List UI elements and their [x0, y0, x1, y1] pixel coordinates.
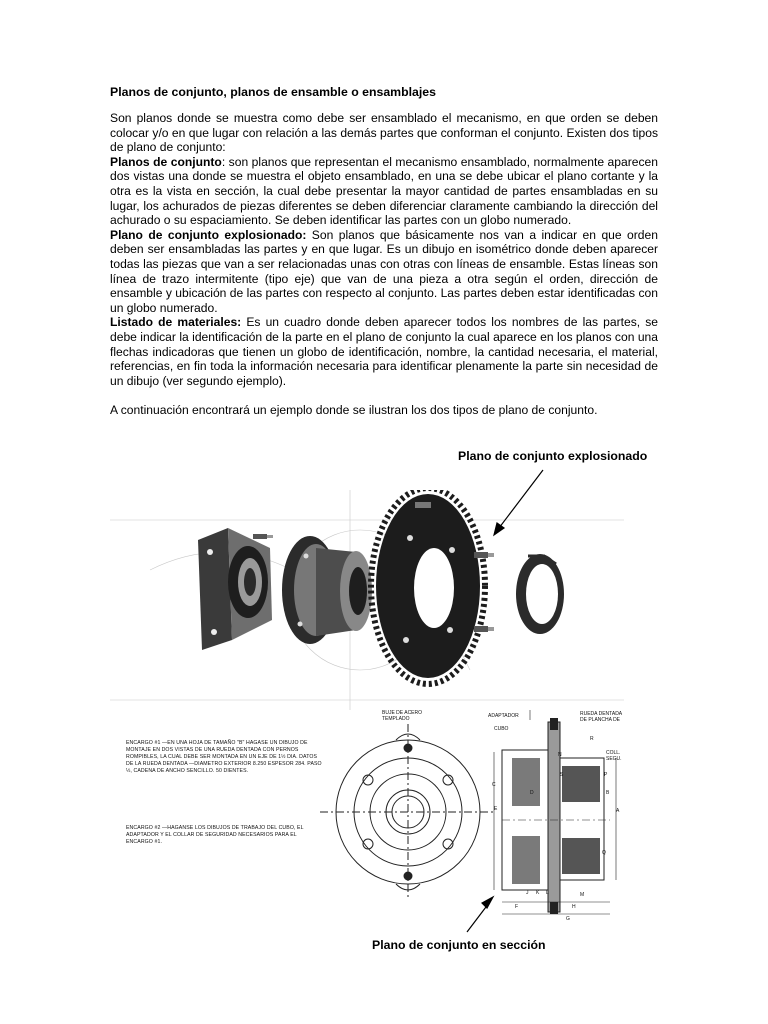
explosionado-text: Son planos que básicamente nos van a indicar en que orden deben ser ensambladas las partes y en que lugar. Es un dibujo en isométrico donde deben aparecer todas las piezas que van a ser relacionadas unas con otras con líneas de ensamble. Estas líneas son línea de trazo intermitente (tipo eje) que van de una pieza a otra según el orden, dirección de ensamble y ubicación de las partes con respecto al conjunto. Las partes deben estar identificadas con un globo numerado.	[110, 227, 658, 315]
dimension-letter: G	[566, 916, 570, 922]
dimension-letter: P	[604, 772, 608, 778]
explosionado-paragraph	[110, 228, 658, 316]
dimension-letter: K	[536, 890, 540, 896]
dimension-letter: M	[580, 892, 585, 898]
dimension-letter: D	[530, 790, 534, 796]
conjunto-text: : son planos que representan el mecanismo ensamblado, normalmente aparecen dos vistas una donde se muestra el objeto ensamblado, en una se debe ubicar el plano cortante y la otra es la vista en sección, la cual debe presentar la mayor cantidad de partes ensambladas en su lugar, los achurados de piezas diferentes se deben diferenciar claramente cambiando la dirección del achurado o su espaciamiento. Se deben identificar las partes con un globo numerado.	[110, 154, 658, 228]
collar-part	[516, 554, 564, 634]
assembly-drawing	[110, 490, 624, 930]
conjunto-paragraph	[110, 155, 658, 228]
explosionado-term: Plano de conjunto explosionado:	[110, 227, 307, 242]
assignment-note-2: ENCARGO #2 —HAGANSE LOS DIBUJOS DE TRABAJO DEL CUBO, EL ADAPTADOR Y EL COLLAR DE SEGURIDAD NECESARIOS PARA EL ENCARGO #1.	[126, 825, 304, 845]
conjunto-term: Planos de conjunto	[110, 154, 222, 169]
dimension-letter: H	[572, 904, 576, 910]
callout-cubo: CUBO	[494, 726, 509, 732]
listado-text: Es un cuadro donde deben aparecer todos los nombres de las partes, se debe indicar la identificación de la parte en el plano de conjunto la cual aparece en los planos con una flechas indicadoras que tienen un globo de identificación, nombre, la cantidad necesaria, el material, referencias, en fin toda la información necesaria para identificar plenamente la parte sin necesidad de un dibujo (ver segundo ejemplo).	[110, 315, 659, 388]
hub-part	[282, 536, 372, 644]
assembly-drawing-figure	[110, 490, 624, 930]
dimension-letter: B	[606, 790, 610, 796]
dimension-letter: Q	[602, 850, 606, 856]
dimension-letter: E	[494, 806, 498, 812]
body-text	[110, 111, 658, 417]
flanged-hub-part	[198, 528, 272, 650]
sprocket-part	[371, 490, 485, 684]
dimension-letter: C	[492, 782, 496, 788]
front-view	[320, 724, 496, 900]
assignment-note-1: ENCARGO #1 —EN UNA HOJA DE TAMAÑO "B" HAGASE UN DIBUJO DE MONTAJE EN DOS VISTAS DE UNA RUEDA DENTADA CON PERNOS ROMPIBLES, LA CUAL DEBE SER MONTADA EN UN EJE DE 1½ DIA. DATOS DE LA RUEDA DENTADA —DIAMETRO EXTERIOR 8.250 ESPESOR 284. PASO ½, CADENA DE ANCHO SENCILLO. 50 DIENTES.	[126, 740, 322, 774]
callout-buje: BUJE DE ACERO TEMPLADO	[382, 710, 423, 722]
callout-adaptador: ADAPTADOR	[488, 713, 519, 719]
listado-term: Listado de materiales:	[110, 315, 242, 330]
closing-paragraph: A continuación encontrará un ejemplo donde se ilustran los dos tipos de plano de conjunto.	[110, 402, 598, 417]
listado-paragraph	[110, 315, 658, 388]
dimension-letter: N	[558, 752, 562, 758]
paragraph-gap	[110, 388, 658, 403]
intro-paragraph: Son planos donde se muestra como debe ser ensamblado el mecanismo, en que orden se deben colocar y/o en que lugar con relación a las demás partes que conforman el conjunto. Existen dos tipos de plano de conjunto:	[110, 111, 658, 155]
small-bolt-left	[253, 534, 273, 539]
dimension-letter: R	[590, 736, 594, 742]
callout-collar: COLL. SEGU.	[606, 750, 622, 762]
dimension-letter: A	[616, 808, 620, 814]
label-exploded-drawing: Plano de conjunto explosionado	[458, 449, 648, 463]
section-view	[494, 710, 616, 914]
dimension-letter: L	[546, 890, 549, 896]
page-title: Planos de conjunto, planos de ensamble o ensamblajes	[110, 85, 436, 99]
callout-rueda: RUEDA DENTADA DE PLANCHA DE	[580, 711, 622, 723]
dimension-letter: J	[526, 890, 529, 896]
label-section-drawing: Plano de conjunto en sección	[372, 938, 546, 952]
dimension-letter: F	[515, 904, 519, 910]
dimension-letter: S	[560, 772, 564, 778]
